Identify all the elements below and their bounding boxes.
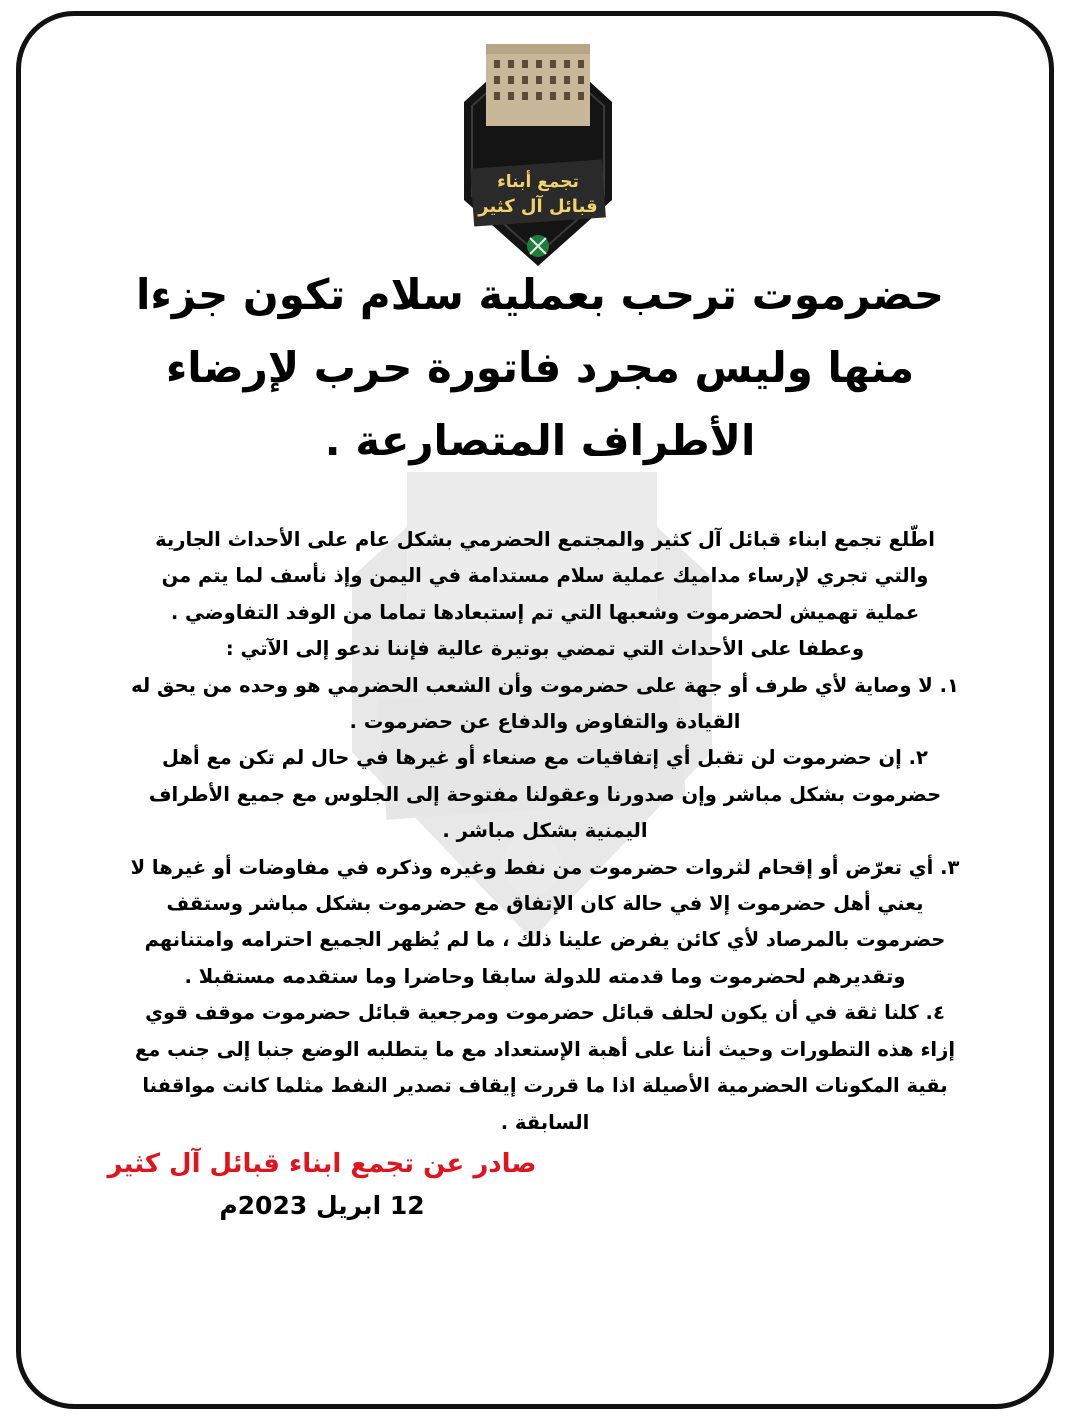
body-line: بقية المكونات الحضرمية الأصيلة اذا ما قررت إيقاف تصدير النفط مثلما كانت مواقفنا xyxy=(142,1074,948,1098)
headline-line: حضرموت ترحب بعملية سلام تكون جزءا xyxy=(135,270,945,319)
body-line: وعطفا على الأحداث التي تمضي بوتيرة عالية فإننا ندعو إلى الآتي : xyxy=(225,637,865,661)
body-line: ٢. إن حضرموت لن تقبل أي إتفاقيات مع صنعاء أو غيرها في حال لم تكن مع أهل xyxy=(162,746,928,770)
logo-text-line2: قبائل آل كثير xyxy=(478,196,598,217)
logo-text-line1: تجمع أبناء xyxy=(497,172,579,192)
body-line: والتي تجري لإرساء مداميك عملية سلام مستدامة في اليمن وإذ نأسف لما يتم من xyxy=(161,564,929,588)
headline xyxy=(70,258,1010,477)
body-line: ١. لا وصاية لأي طرف أو جهة على حضرموت وأن الشعب الحضرمي هو وحده من يحق له xyxy=(131,673,959,697)
body-line: القيادة والتفاوض والدفاع عن حضرموت . xyxy=(349,710,741,734)
statement-body xyxy=(118,522,972,1141)
body-line: إزاء هذه التطورات وحيث أننا على أهبة الإستعداد مع ما يتطلبه الوضع جنبا إلى جنب مع xyxy=(134,1037,956,1061)
body-line: حضرموت بالمرصاد لأي كائن يفرض علينا ذلك ، ما لم يُظهر الجميع احترامه وامتنانهم xyxy=(144,928,946,952)
body-line: يعني أهل حضرموت إلا في حالة كان الإتفاق مع حضرموت بشكل مباشر وستقف xyxy=(166,892,924,916)
signature-issuer: صادر عن تجمع ابناء قبائل آل كثير xyxy=(107,1149,537,1179)
headline-line: منها وليس مجرد فاتورة حرب لإرضاء xyxy=(165,343,915,392)
body-line: اطّلع تجمع ابناء قبائل آل كثير والمجتمع الحضرمي بشكل عام على الأحداث الجارية xyxy=(155,528,935,551)
body-line: وتقديرهم لحضرموت وما قدمته للدولة سابقا وحاضرا وما ستقدمه مستقبلا . xyxy=(184,964,906,988)
body-line: اليمنية بشكل مباشر . xyxy=(442,819,648,843)
signature-block xyxy=(92,1144,552,1228)
organization-logo xyxy=(458,40,618,268)
body-line: عملية تهميش لحضرموت وشعبها التي تم إستبعادها تماما من الوفد التفاوضي . xyxy=(170,600,920,624)
body-line: السابقة . xyxy=(500,1110,590,1134)
body-line: حضرموت بشكل مباشر وإن صدورنا وعقولنا مفتوحة إلى الجلوس مع جميع الأطراف xyxy=(148,782,942,806)
body-line: ٤. كلنا ثقة في أن يكون لحلف قبائل حضرموت ومرجعية قبائل حضرموت موقف قوي xyxy=(145,1001,945,1025)
headline-line: الأطراف المتصارعة . xyxy=(324,416,756,465)
signature-date: 12 ابريل 2023م xyxy=(219,1191,425,1220)
body-line: ٣. أي تعرّض أو إقحام لثروات حضرموت من نفط وغيره وذكره في مفاوضات أو غيرها لا xyxy=(130,855,960,879)
